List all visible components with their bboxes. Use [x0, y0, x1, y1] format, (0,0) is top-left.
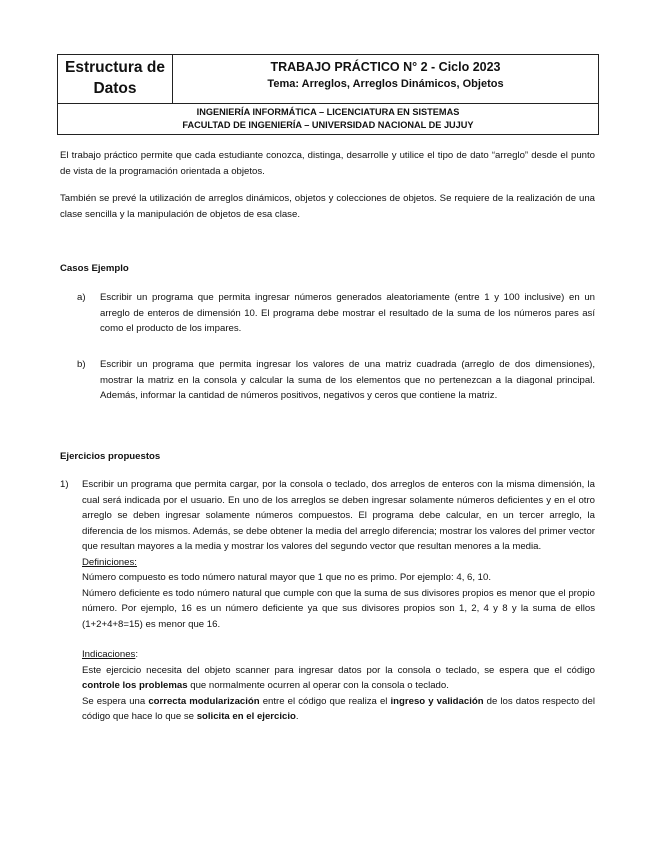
- spacer: [82, 632, 595, 647]
- definition-deficiente: Número deficiente es todo número natural que cumple con que la suma de sus divisores propios es menor que el propio número. Por ejemplo, 16 es un número deficiente ya que sus divisores propios son 1, 2, 4 y 8 y la suma de ellos (1+2+4+8=15) es menor que 16.: [82, 587, 595, 630]
- subject-title: Estructura de Datos: [58, 55, 173, 103]
- example-text: Escribir un programa que permita ingresar los valores de una matriz cuadrada (arreglo de dos dimensiones), mostrar la matriz en la consola y calcular la suma de los elementos que no pertenezcan a la diagonal principal. Además, informar la cantidad de números positivos, negativos y ceros que contiene la matriz.: [100, 359, 595, 401]
- example-marker: a): [77, 292, 86, 303]
- exercise-marker: 1): [60, 479, 69, 490]
- indication-text: .: [295, 711, 299, 722]
- exercises-heading: Ejercicios propuestos: [60, 451, 161, 462]
- tp-title: TRABAJO PRÁCTICO N° 2 - Ciclo 2023: [270, 60, 501, 74]
- exercise-text: [82, 477, 595, 725]
- career-line: INGENIERÍA INFORMÁTICA – LICENCIATURA EN SISTEMAS: [196, 107, 460, 117]
- indication-emphasis: controle los problemas: [82, 680, 188, 691]
- header-title-cell: [173, 55, 598, 103]
- tp-topic: Tema: Arreglos, Arreglos Dinámicos, Objetos: [267, 78, 504, 90]
- example-marker: b): [77, 359, 86, 370]
- intro-paragraph-2: También se prevé la utilización de arreglos dinámicos, objetos y colecciones de objetos. Se requiere de la realización de una clase sencilla y la manipulación de objetos de esa clase.: [60, 193, 595, 220]
- intro-paragraph-1: El trabajo práctico permite que cada estudiante conozca, distinga, desarrolle y utilice el tipo de dato “arreglo” desde el punto de vista de la programación orientada a objetos.: [60, 150, 595, 177]
- indication-emphasis: correcta modularización: [148, 695, 260, 707]
- definition-compuesto: Número compuesto es todo número natural mayor que 1 que no es primo. Por ejemplo: 4, 6, 10.: [82, 572, 492, 583]
- exercise-statement: Escribir un programa que permita cargar, por la consola o teclado, dos arreglos de enteros con la misma dimensión, la cual será indicada por el usuario. En uno de los arreglos se deben ingresar solamente números deficientes y en el otro arreglo se deben ingresar solamente números compuestos. El programa debe calcular, en un tercer arreglo, la diferencia de los mismos. Además, se debe obtener la media del arreglo diferencia; mostrar los valores del primer vector que resultan mayores a la media y mostrar los valores del segundo vector que resultan menores a la media.: [82, 479, 595, 552]
- indication-text: entre el código que realiza el: [259, 695, 391, 707]
- example-item-a: [60, 290, 595, 337]
- header-institution-row: [58, 104, 598, 134]
- indication-text: Este ejercicio necesita del objeto scanner para ingresar datos por la consola o teclado, se espera que el código: [82, 664, 595, 676]
- header-table: [57, 54, 599, 135]
- examples-heading: Casos Ejemplo: [60, 263, 129, 274]
- example-item-b: [60, 357, 595, 404]
- indications-label: Indicaciones: [82, 649, 136, 660]
- indication-text: de los datos respecto del código que hace lo que se: [82, 695, 595, 722]
- indication-text: que normalmente ocurren al operar con la consola o teclado.: [187, 680, 449, 691]
- indications-colon: :: [135, 649, 139, 660]
- faculty-line: FACULTAD DE INGENIERÍA – UNIVERSIDAD NACIONAL DE JUJUY: [182, 120, 474, 130]
- definitions-label: Definiciones:: [82, 556, 137, 568]
- indication-2: [82, 694, 595, 725]
- indication-1: [82, 663, 595, 694]
- example-text: Escribir un programa que permita ingresar números generados aleatoriamente (entre 1 y 100 inclusive) en un arreglo de enteros de dimensión 10. El programa debe mostrar el resultado de la suma de los números pares así como el producto de los impares.: [100, 292, 595, 334]
- indications-label-line: [82, 647, 595, 663]
- header-top-row: [58, 55, 598, 104]
- indication-emphasis: ingreso y validación: [390, 695, 484, 707]
- indication-emphasis: solicita en el ejercicio: [196, 711, 296, 722]
- indication-text: Se espera una: [82, 695, 149, 707]
- exercise-item-1: [60, 477, 595, 725]
